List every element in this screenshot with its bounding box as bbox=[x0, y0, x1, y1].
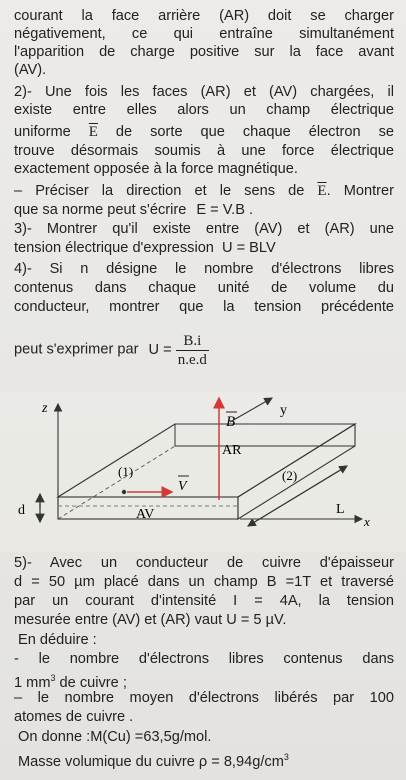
text-line: conducteur, montrer que la tension précédente bbox=[14, 299, 394, 315]
z-axis-label: z bbox=[42, 401, 48, 416]
superscript: 3 bbox=[283, 752, 289, 762]
text-line: courant la face arrière (AR) doit se charger bbox=[14, 8, 394, 24]
text-line: On donne :M(Cu) =63,5g/mol. bbox=[18, 729, 212, 745]
text-fragment: . Montrer bbox=[326, 183, 394, 199]
face-av-label: AV bbox=[136, 507, 155, 522]
text-fragment: que sa norme peut s'écrire bbox=[14, 202, 187, 218]
face-2-label: (2) bbox=[282, 468, 298, 483]
text-line: - le nombre d'électrons libres contenus dans bbox=[14, 651, 394, 667]
text-fragment: de sorte que chaque électron se bbox=[115, 124, 395, 140]
b-field-label: B bbox=[226, 414, 236, 430]
text-line: En déduire : bbox=[18, 632, 97, 648]
text-line: contenus dans chaque unité de volume du bbox=[14, 280, 394, 296]
text-line: 2)- Une fois les faces (AR) et (AV) chargées, il bbox=[14, 84, 394, 100]
text-fragment: de cuivre ; bbox=[55, 674, 127, 691]
text-fragment: peut s'exprimer par bbox=[14, 341, 139, 358]
text-line: par un courant d'intensité I = 4A, la tension bbox=[14, 593, 394, 609]
text-line: l'apparition de charge positive sur la face avant bbox=[14, 44, 394, 60]
thickness-label: d bbox=[18, 503, 25, 518]
text-line bbox=[14, 332, 314, 369]
formula: E = V.B . bbox=[196, 202, 254, 218]
text-fragment: uniforme bbox=[14, 124, 71, 140]
text-line: – le nombre moyen d'électrons libérés par 100 bbox=[14, 690, 394, 706]
text-line bbox=[18, 749, 394, 771]
x-axis-label: x bbox=[364, 514, 370, 529]
text-line: 5)- Avec un conducteur de cuivre d'épaisseur bbox=[14, 555, 394, 571]
text-line: existe entre elles alors un champ électrique bbox=[14, 102, 394, 118]
text-line: 4)- Si n désigne le nombre d'électrons libres bbox=[14, 261, 394, 277]
face-1-label: (1) bbox=[118, 464, 134, 479]
length-label: L bbox=[336, 502, 345, 517]
text-fragment: 1 mm bbox=[14, 674, 51, 691]
text-fragment: tension électrique d'expression bbox=[14, 240, 214, 256]
fraction-numerator: B.i bbox=[176, 332, 209, 351]
text-line bbox=[14, 202, 394, 220]
text-line: mesurée entre (AV) et (AR) vaut U = 5 µV. bbox=[14, 612, 287, 628]
text-line: atomes de cuivre . bbox=[14, 709, 134, 725]
text-line: d = 50 µm placé dans un champ B =1T et traversé bbox=[14, 574, 394, 590]
text-line: (AV). bbox=[14, 62, 47, 78]
text-line: 3)- Montrer qu'il existe entre (AV) et (AR) une bbox=[14, 221, 394, 237]
text-fragment: – Préciser la direction et le sens de bbox=[14, 183, 305, 199]
velocity-label: V bbox=[178, 479, 187, 494]
field-vector-e: $\overline{E}$ bbox=[317, 183, 327, 199]
electron-dot bbox=[122, 490, 126, 494]
text-line bbox=[14, 183, 394, 201]
formula-lhs: U = bbox=[148, 341, 172, 358]
text-fragment: Masse volumique du cuivre ρ = 8,94g/cm bbox=[18, 753, 284, 770]
text-line bbox=[14, 124, 394, 142]
fraction bbox=[176, 332, 209, 369]
fraction-denominator: n.e.d bbox=[177, 352, 207, 368]
face-ar-label: AR bbox=[222, 443, 242, 458]
superscript: 3 bbox=[50, 673, 56, 683]
y-axis-label: y bbox=[280, 403, 287, 418]
text-line: exactement opposée à la force magnétique. bbox=[14, 161, 298, 177]
field-vector-e: $\overline{E}$ bbox=[88, 124, 98, 140]
conductor-diagram bbox=[0, 392, 406, 552]
text-line bbox=[14, 240, 394, 258]
text-line: trouve désormais soumis à une force électrique bbox=[14, 143, 394, 159]
text-line: négativement, ce qui entraîne simultanément bbox=[14, 26, 394, 42]
formula: U = BLV bbox=[222, 240, 276, 256]
